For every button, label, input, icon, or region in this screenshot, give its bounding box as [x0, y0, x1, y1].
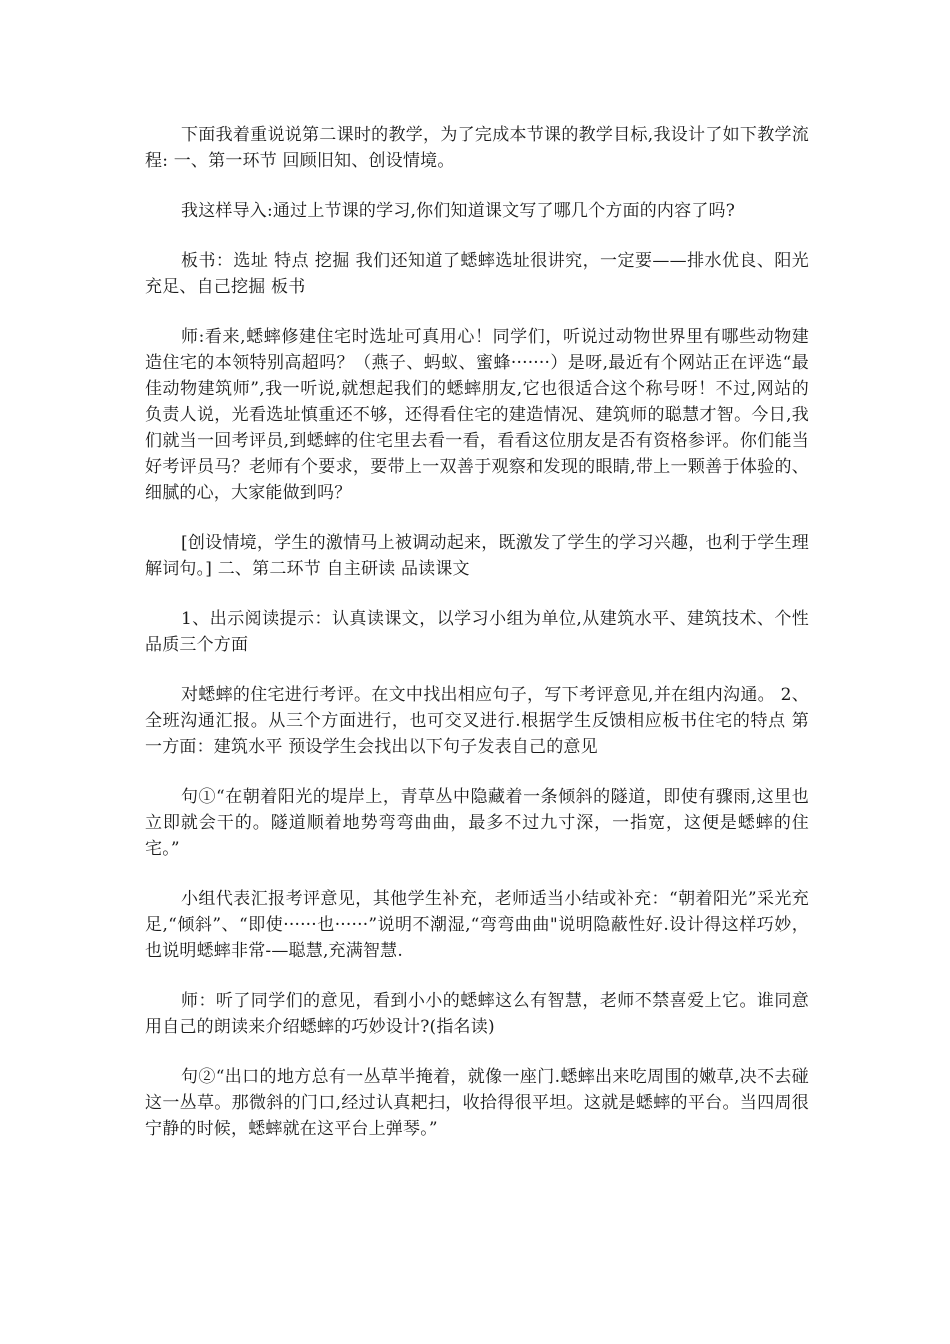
document-body [145, 122, 809, 1166]
paragraph-introduction: 我这样导入:通过上节课的学习,你们知道课文写了哪几个方面的内容了吗? [181, 201, 736, 221]
paragraph-evaluation-task: 对蟋蟀的住宅进行考评。在文中找出相应句子，写下考评意见,并在组内沟通。 2、全班沟通汇报。从三个方面进行，也可交叉进行.根据学生反馈相应板书住宅的特点 第一方面：建筑水平 预设学生会找出以下句子发表自己的意见 [145, 685, 809, 757]
paragraph-board-notes: 板书：选址 特点 挖掘 我们还知道了蟋蟀选址很讲究，一定要——排水优良、阳光充足、自己挖掘 板书 [145, 251, 809, 297]
paragraph-reading-prompt: 1、出示阅读提示：认真读课文，以学习小组为单位,从建筑水平、建筑技术、个性品质三个方面 [145, 609, 809, 655]
paragraph-situation-note: [创设情境，学生的激情马上被调动起来，既激发了学生的学习兴趣，也利于学生理解词句。] 二、第二环节 自主研读 品读课文 [145, 533, 809, 579]
paragraph-teacher-reading: 师：听了同学们的意见，看到小小的蟋蟀这么有智慧，老师不禁喜爱上它。谁同意用自己的朗读来介绍蟋蟀的巧妙设计?(指名读) [145, 991, 809, 1037]
paragraph-teacher-speech: 师:看来,蟋蟀修建住宅时选址可真用心！同学们，听说过动物世界里有哪些动物建造住宅的本领特别高超吗？（燕子、蚂蚁、蜜蜂·······）是呀,最近有个网站正在评选“最佳动物建筑师”,我一听说,就想起我们的蟋蟀朋友,它也很适合这个称号呀！不过,网站的负责人说，光看选址慎重还不够，还得看住宅的建造情况、建筑师的聪慧才智。今日,我们就当一回考评员,到蟋蟀的住宅里去看一看，看看这位朋友是否有资格参评。你们能当好考评员马？老师有个要求，要带上一双善于观察和发现的眼睛,带上一颗善于体验的、细腻的心，大家能做到吗？ [145, 327, 809, 503]
paragraph-sentence-one: 句①“在朝着阳光的堤岸上，青草丛中隐藏着一条倾斜的隧道，即使有骤雨,这里也立即就会干的。隧道顺着地势弯弯曲曲，最多不过九寸深，一指宽，这便是蟋蟀的住宅。” [145, 787, 809, 859]
paragraph-teaching-flow: 下面我着重说说第二课时的教学，为了完成本节课的教学目标,我设计了如下教学流程: 一、第一环节 回顾旧知、创设情境。 [145, 125, 809, 171]
paragraph-group-report: 小组代表汇报考评意见，其他学生补充，老师适当小结或补充：“朝着阳光”采光充足,“倾斜”、“即使······也······”说明不潮湿,“弯弯曲曲"说明隐蔽性好.设计得这样巧妙，也说明蟋蟀非常-—聪慧,充满智慧. [145, 889, 809, 961]
paragraph-sentence-two: 句②“出口的地方总有一丛草半掩着，就像一座门.蟋蟀出来吃周围的嫩草,决不去碰这一丛草。那微斜的门口,经过认真耙扫，收拾得很平坦。这就是蟋蟀的平台。当四周很宁静的时候，蟋蟀就在这平台上弹琴。” [145, 1067, 809, 1139]
